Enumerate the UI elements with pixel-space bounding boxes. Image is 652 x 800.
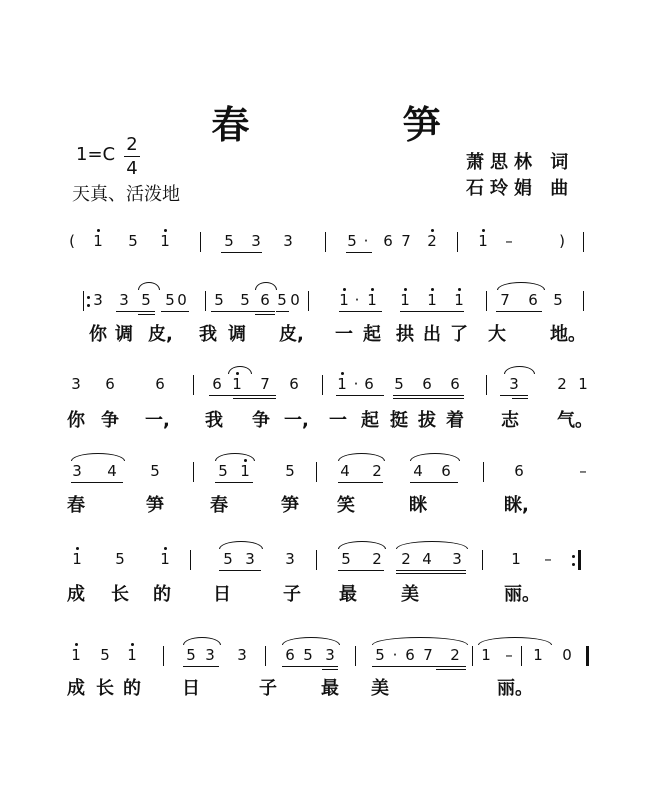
note: 6 (105, 375, 115, 393)
notation-symbol: – (505, 232, 513, 250)
duration-underline-double (512, 398, 528, 399)
duration-underline-double (436, 669, 466, 670)
lyric-syllable: 日 (213, 584, 231, 605)
note: 0 (177, 291, 187, 309)
lyric-syllable: 春 (210, 495, 228, 516)
lyric-syllable: 了 (450, 324, 468, 345)
note: 1 (232, 375, 242, 393)
bar-line (486, 291, 487, 311)
lyric-syllable: 着 (446, 410, 464, 431)
bar-line (472, 646, 473, 666)
bar-line (457, 232, 458, 252)
note: 3 (119, 291, 129, 309)
lyric-syllable: 笑 (337, 495, 355, 516)
lyric-syllable: 子 (283, 584, 301, 605)
slur-arc (372, 637, 468, 645)
slur-arc (71, 453, 125, 461)
time-signature-bottom: 4 (126, 158, 138, 179)
duration-underline-double (233, 398, 276, 399)
octave-dot (371, 288, 374, 291)
composer-credit: 石玲娟 曲 (466, 178, 575, 199)
note: 5 (141, 291, 151, 309)
octave-dot (458, 288, 461, 291)
duration-underline (161, 311, 189, 312)
lyric-syllable: 地。 (550, 324, 586, 345)
note: 1 (240, 462, 250, 480)
slur-arc (504, 366, 535, 374)
duration-underline (338, 570, 384, 571)
note: 5 (375, 646, 385, 664)
bar-line (190, 550, 191, 570)
bar-line (308, 291, 309, 311)
note: 3 (237, 646, 247, 664)
bar-line (486, 375, 487, 395)
duration-underline (393, 395, 464, 396)
note: 3 (93, 291, 103, 309)
octave-dot (164, 229, 167, 232)
lyric-syllable: 日 (182, 678, 200, 699)
note: 2 (427, 232, 437, 250)
note: 5 (394, 375, 404, 393)
lyric-syllable: 美 (401, 584, 419, 605)
slur-arc (183, 637, 221, 645)
lyric-syllable: 丽。 (504, 584, 540, 605)
lyric-syllable: 最 (321, 678, 339, 699)
notation-symbol: – (544, 550, 552, 568)
note: 1 (511, 550, 521, 568)
note: 5 (186, 646, 196, 664)
note: 5 (341, 550, 351, 568)
note: 3 (72, 462, 82, 480)
octave-dot (404, 288, 407, 291)
notation-line (0, 291, 652, 361)
duration-underline (396, 570, 466, 571)
dot-mark: · (363, 232, 369, 250)
duration-underline (211, 311, 275, 312)
lyric-syllable: 气。 (557, 410, 593, 431)
note: 6 (514, 462, 524, 480)
lyric-syllable: 一, (145, 410, 170, 431)
octave-dot (482, 229, 485, 232)
notation-symbol: – (505, 646, 513, 664)
note: 4 (340, 462, 350, 480)
octave-dot (341, 372, 344, 375)
note: 1 (160, 232, 170, 250)
lyric-syllable: 笋 (146, 495, 164, 516)
slur-arc (410, 453, 460, 461)
note: 4 (413, 462, 423, 480)
duration-underline-double (255, 314, 275, 315)
duration-underline (500, 395, 528, 396)
lyric-syllable: 一 (335, 324, 353, 345)
note: 3 (71, 375, 81, 393)
lyric-syllable: 皮, (279, 324, 304, 345)
note: 2 (372, 462, 382, 480)
note: 5 (214, 291, 224, 309)
notation-line (0, 375, 652, 445)
lyric-syllable: 挺 (390, 410, 408, 431)
note: 3 (285, 550, 295, 568)
lyric-syllable: 子 (259, 678, 277, 699)
note: 3 (509, 375, 519, 393)
slur-arc (396, 541, 468, 549)
duration-underline (410, 482, 458, 483)
bar-line (163, 646, 164, 666)
notation-symbol: ( (69, 232, 75, 250)
bar-line (316, 550, 317, 570)
lyric-syllable: 美 (371, 678, 389, 699)
note: 4 (107, 462, 117, 480)
note: 7 (401, 232, 411, 250)
note: 5 (150, 462, 160, 480)
slur-arc (215, 453, 255, 461)
note: 1 (578, 375, 588, 393)
dot-mark: · (353, 375, 359, 393)
note: 1 (93, 232, 103, 250)
lyric-syllable: 起 (361, 410, 379, 431)
duration-underline (276, 311, 289, 312)
lyricist-credit: 萧思林 词 (466, 152, 575, 173)
note: 1 (533, 646, 543, 664)
duration-underline (71, 482, 123, 483)
lyric-syllable: 我 (205, 410, 223, 431)
note: 6 (383, 232, 393, 250)
note: 1 (400, 291, 410, 309)
bar-line (355, 646, 356, 666)
notation-line (0, 550, 652, 620)
duration-underline-double (138, 314, 155, 315)
note: 3 (251, 232, 261, 250)
time-signature-divider (124, 156, 140, 157)
lyric-syllable: 调 (115, 324, 133, 345)
lyric-syllable: 出 (423, 324, 441, 345)
octave-dot (431, 288, 434, 291)
octave-dot (76, 547, 79, 550)
bar-line (325, 232, 326, 252)
bar-line (193, 462, 194, 482)
lyric-syllable: 成 (67, 584, 85, 605)
note: 0 (562, 646, 572, 664)
lyric-syllable: 丽。 (497, 678, 533, 699)
lyric-syllable: 皮, (148, 324, 173, 345)
octave-dot (131, 643, 134, 646)
duration-underline (219, 570, 261, 571)
octave-dot (75, 643, 78, 646)
note: 1 (481, 646, 491, 664)
duration-underline (496, 311, 542, 312)
note: 1 (337, 375, 347, 393)
notation-symbol: – (579, 462, 587, 480)
note: 1 (478, 232, 488, 250)
lyric-syllable: 我 (199, 324, 217, 345)
octave-dot (164, 547, 167, 550)
notation-line (0, 462, 652, 532)
note: 5 (240, 291, 250, 309)
duration-underline (183, 666, 219, 667)
lyric-syllable: 笋 (281, 495, 299, 516)
lyric-syllable: 最 (339, 584, 357, 605)
slur-arc (338, 453, 385, 461)
lyric-syllable: 春 (67, 495, 85, 516)
lyric-syllable: 的 (153, 584, 171, 605)
duration-underline (282, 666, 338, 667)
note: 0 (290, 291, 300, 309)
dot-mark: · (354, 291, 360, 309)
duration-underline (400, 311, 464, 312)
note: 5 (100, 646, 110, 664)
slur-arc (282, 637, 340, 645)
note: 3 (205, 646, 215, 664)
note: 6 (441, 462, 451, 480)
note: 5 (115, 550, 125, 568)
bar-line (583, 291, 584, 311)
bar-line (316, 462, 317, 482)
note: 6 (450, 375, 460, 393)
expression-marking: 天真、活泼地 (72, 184, 180, 205)
bar-line (322, 375, 323, 395)
lyric-syllable: 调 (228, 324, 246, 345)
duration-underline (339, 311, 382, 312)
song-title: 春 笋 (211, 102, 511, 147)
time-signature-top: 2 (126, 134, 138, 155)
note: 7 (500, 291, 510, 309)
lyric-syllable: 一, (284, 410, 309, 431)
note: 2 (401, 550, 411, 568)
note: 5 (128, 232, 138, 250)
duration-underline (338, 482, 383, 483)
bar-line (265, 646, 266, 666)
lyric-syllable: 一 (329, 410, 347, 431)
lyric-syllable: 拱 (396, 324, 414, 345)
note: 5 (553, 291, 563, 309)
dot-mark: · (392, 646, 398, 664)
note: 1 (72, 550, 82, 568)
slur-arc (219, 541, 263, 549)
bar-line (482, 550, 483, 570)
note: 1 (454, 291, 464, 309)
note: 6 (155, 375, 165, 393)
lyric-syllable: 争 (101, 410, 119, 431)
note: 6 (422, 375, 432, 393)
note: 5 (165, 291, 175, 309)
note: 1 (427, 291, 437, 309)
repeat-dots (572, 555, 576, 571)
note: 5 (277, 291, 287, 309)
note: 6 (260, 291, 270, 309)
note: 6 (285, 646, 295, 664)
lyric-syllable: 的 (123, 678, 141, 699)
repeat-start (83, 291, 84, 311)
duration-underline (116, 311, 155, 312)
note: 5 (285, 462, 295, 480)
bar-line (193, 375, 194, 395)
lyric-syllable: 大 (488, 324, 506, 345)
lyric-syllable: 志 (501, 410, 519, 431)
octave-dot (97, 229, 100, 232)
slur-arc (338, 541, 386, 549)
notation-symbol: ) (559, 232, 565, 250)
duration-underline-double (396, 573, 466, 574)
slur-arc (478, 637, 552, 645)
note: 7 (260, 375, 270, 393)
note: 3 (325, 646, 335, 664)
lyric-syllable: 起 (363, 324, 381, 345)
duration-underline-double (393, 398, 464, 399)
duration-underline (215, 482, 253, 483)
note: 5 (218, 462, 228, 480)
lyric-syllable: 成 (67, 678, 85, 699)
final-bar-line (586, 646, 589, 666)
note: 6 (528, 291, 538, 309)
bar-line (521, 646, 522, 666)
lyric-syllable: 眯, (504, 495, 529, 516)
notation-line (0, 646, 652, 716)
note: 4 (422, 550, 432, 568)
note: 1 (160, 550, 170, 568)
bar-line (205, 291, 206, 311)
octave-dot (343, 288, 346, 291)
duration-underline (221, 252, 262, 253)
duration-underline-double (322, 669, 338, 670)
note: 5 (223, 550, 233, 568)
note: 6 (289, 375, 299, 393)
bar-line (483, 462, 484, 482)
note: 3 (452, 550, 462, 568)
repeat-end (578, 550, 581, 570)
bar-line (200, 232, 201, 252)
duration-underline (372, 666, 466, 667)
note: 2 (372, 550, 382, 568)
lyric-syllable: 眯 (409, 495, 427, 516)
note: 5 (303, 646, 313, 664)
note: 3 (283, 232, 293, 250)
note: 6 (405, 646, 415, 664)
duration-underline (209, 395, 276, 396)
note: 1 (71, 646, 81, 664)
lyric-syllable: 长 (111, 584, 129, 605)
note: 2 (557, 375, 567, 393)
note: 1 (339, 291, 349, 309)
lyric-syllable: 你 (89, 324, 107, 345)
duration-underline (336, 395, 384, 396)
lyric-syllable: 长 (96, 678, 114, 699)
slur-arc (228, 366, 252, 374)
bar-line (583, 232, 584, 252)
lyric-syllable: 你 (67, 410, 85, 431)
note: 5 (224, 232, 234, 250)
note: 6 (212, 375, 222, 393)
note: 2 (450, 646, 460, 664)
note: 1 (367, 291, 377, 309)
octave-dot (431, 229, 434, 232)
note: 1 (127, 646, 137, 664)
duration-underline (346, 252, 372, 253)
note: 7 (423, 646, 433, 664)
lyric-syllable: 争 (252, 410, 270, 431)
lyric-syllable: 拔 (418, 410, 436, 431)
note: 3 (245, 550, 255, 568)
note: 6 (364, 375, 374, 393)
note: 5 (347, 232, 357, 250)
key-signature: 1=C (76, 144, 116, 165)
